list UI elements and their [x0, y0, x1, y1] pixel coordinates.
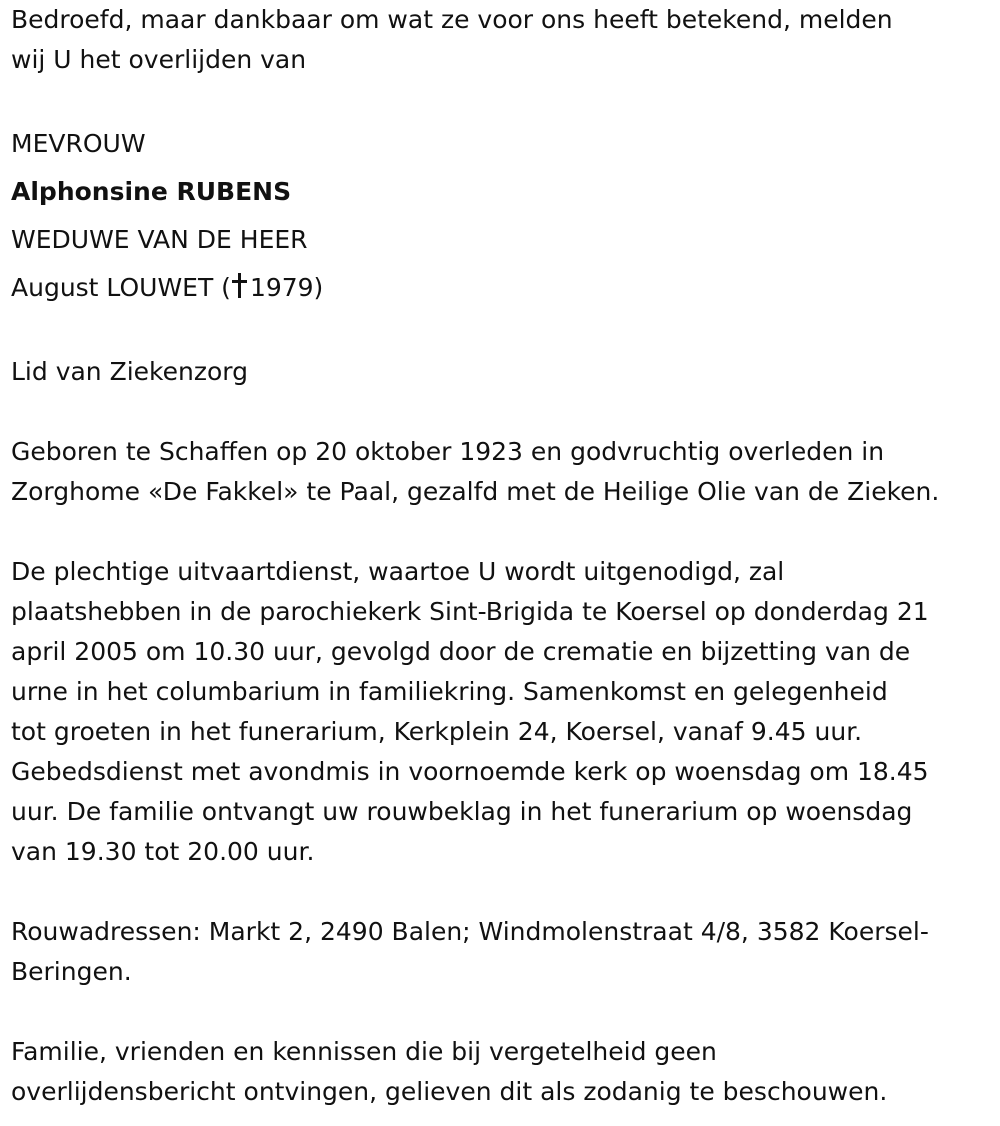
deceased-relation: WEDUWE VAN DE HEER: [11, 225, 308, 254]
intro-line: Bedroefd, maar dankbaar om wat ze voor ons heeft betekend, melden: [11, 5, 893, 34]
funeral-paragraph: [11, 552, 991, 872]
addresses-line: Rouwadressen: Markt 2, 2490 Balen; Windmolenstraat 4/8, 3582 Koersel-: [11, 917, 929, 946]
closing-paragraph: [11, 1032, 991, 1112]
latin-cross-icon: [231, 272, 249, 300]
paragraph-gap: [11, 80, 991, 120]
birth-death-line: Zorghome «De Fakkel» te Paal, gezalfd met de Heilige Olie van de Zieken.: [11, 477, 940, 506]
spouse-death-year: 1979): [249, 273, 324, 302]
birth-death-paragraph: [11, 432, 991, 512]
funeral-line: uur. De familie ontvangt uw rouwbeklag in het funerarium op woensdag: [11, 797, 913, 826]
membership-line: Lid van Ziekenzorg: [11, 357, 248, 386]
paragraph-gap: [11, 512, 991, 552]
spouse-name: August LOUWET (: [11, 273, 231, 302]
obituary-notice: [11, 0, 991, 1112]
funeral-line: De plechtige uitvaartdienst, waartoe U wordt uitgenodigd, zal: [11, 557, 785, 586]
funeral-line: van 19.30 tot 20.00 uur.: [11, 837, 315, 866]
intro-paragraph: [11, 0, 991, 80]
funeral-line: urne in het columbarium in familiekring. Samenkomst en gelegenheid: [11, 677, 888, 706]
funeral-line: plaatshebben in de parochiekerk Sint-Brigida te Koersel op donderdag 21: [11, 597, 929, 626]
paragraph-gap: [11, 992, 991, 1032]
intro-line: wij U het overlijden van: [11, 45, 307, 74]
paragraph-gap: [11, 872, 991, 912]
addresses-line: Beringen.: [11, 957, 132, 986]
spouse-line: [11, 264, 991, 312]
funeral-line: tot groeten in het funerarium, Kerkplein 24, Koersel, vanaf 9.45 uur.: [11, 717, 863, 746]
closing-line: overlijdensbericht ontvingen, gelieven dit als zodanig te beschouwen.: [11, 1077, 888, 1106]
funeral-line: Gebedsdienst met avondmis in voornoemde kerk op woensdag om 18.45: [11, 757, 929, 786]
paragraph-gap: [11, 392, 991, 432]
deceased-block: [11, 120, 991, 312]
closing-line: Familie, vrienden en kennissen die bij vergetelheid geen: [11, 1037, 717, 1066]
paragraph-gap: [11, 312, 991, 352]
birth-death-line: Geboren te Schaffen op 20 oktober 1923 en godvruchtig overleden in: [11, 437, 885, 466]
deceased-name: Alphonsine RUBENS: [11, 177, 292, 206]
funeral-line: april 2005 om 10.30 uur, gevolgd door de crematie en bijzetting van de: [11, 637, 911, 666]
addresses-paragraph: [11, 912, 991, 992]
deceased-title: MEVROUW: [11, 129, 146, 158]
